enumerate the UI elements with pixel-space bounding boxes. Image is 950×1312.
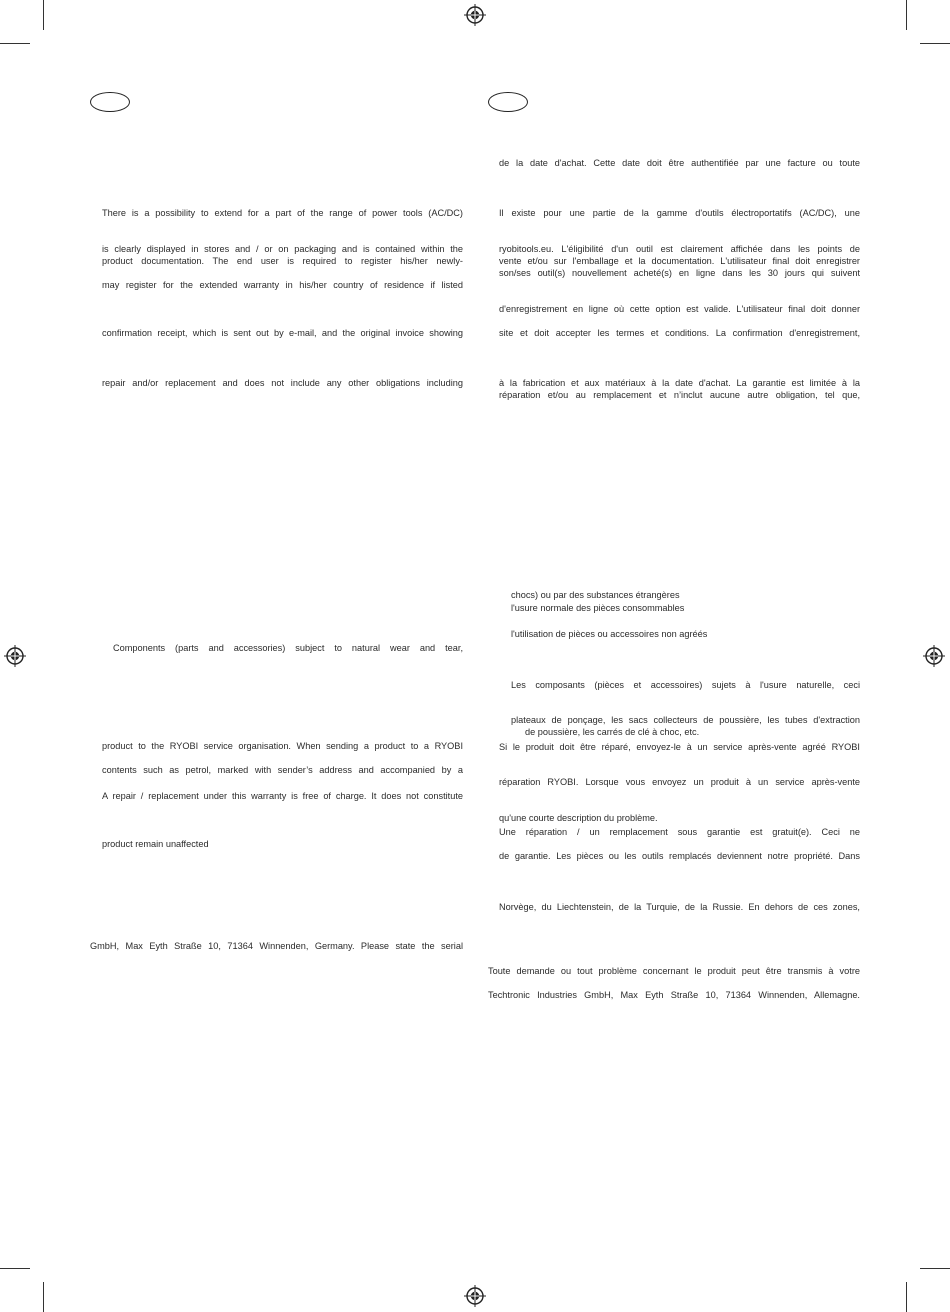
text-line: d'enregistrement en ligne où cette option est valide. L'utilisateur final doit donner: [499, 304, 860, 314]
registration-mark-icon: [923, 645, 945, 667]
crop-mark-bottom-right-vertical: [906, 1282, 907, 1312]
text-line: repair and/or replacement and does not include any other obligations including: [102, 378, 463, 388]
text-line: à la fabrication et aux matériaux à la date d'achat. La garantie est limitée à la: [499, 378, 860, 388]
text-line: Norvège, du Liechtenstein, de la Turquie, de la Russie. En dehors de ces zones,: [499, 902, 860, 912]
text-line: product remain unaffected: [102, 839, 209, 849]
text-line: Si le produit doit être réparé, envoyez-le à un service après-vente agréé RYOBI: [499, 742, 860, 752]
crop-mark-top-left-horizontal: [0, 43, 30, 44]
text-line: There is a possibility to extend for a part of the range of power tools (AC/DC): [102, 208, 463, 218]
text-line: product to the RYOBI service organisation. When sending a product to a RYOBI: [102, 741, 463, 751]
text-line: is clearly displayed in stores and / or on packaging and is contained within the: [102, 244, 463, 254]
crop-mark-top-right-horizontal: [920, 43, 950, 44]
text-line: de la date d'achat. Cette date doit être authentifiée par une facture ou toute: [499, 158, 860, 168]
text-line: confirmation receipt, which is sent out by e-mail, and the original invoice showing: [102, 328, 463, 338]
crop-mark-top-right-vertical: [906, 0, 907, 30]
text-line: GmbH, Max Eyth Straße 10, 71364 Winnenden, Germany. Please state the serial: [90, 941, 463, 951]
language-badge-french: [488, 92, 528, 112]
text-line: Les composants (pièces et accessoires) sujets à l'usure naturelle, ceci: [511, 680, 860, 690]
crop-mark-bottom-right-horizontal: [920, 1268, 950, 1269]
registration-mark-icon: [4, 645, 26, 667]
text-line: plateaux de ponçage, les sacs collecteurs de poussière, les tubes d'extraction: [511, 715, 860, 725]
registration-mark-icon: [464, 1285, 486, 1307]
text-line: qu'une courte description du problème.: [499, 813, 658, 823]
text-line: Components (parts and accessories) subject to natural wear and tear,: [113, 643, 463, 653]
text-line: Une réparation / un remplacement sous garantie est gratuit(e). Ceci ne: [499, 827, 860, 837]
text-line: de garantie. Les pièces ou les outils remplacés deviennent notre propriété. Dans: [499, 851, 860, 861]
text-line: chocs) ou par des substances étrangères: [511, 590, 680, 600]
text-line: site et doit accepter les termes et conditions. La confirmation d'enregistrement,: [499, 328, 860, 338]
text-line: Toute demande ou tout problème concernant le produit peut être transmis à votre: [488, 966, 860, 976]
text-line: Il existe pour une partie de la gamme d'outils électroportatifs (AC/DC), une: [499, 208, 860, 218]
text-line: contents such as petrol, marked with sender’s address and accompanied by a: [102, 765, 463, 775]
text-line: Techtronic Industries GmbH, Max Eyth Straße 10, 71364 Winnenden, Allemagne.: [488, 990, 860, 1000]
crop-mark-bottom-left-horizontal: [0, 1268, 30, 1269]
text-line: son/ses outil(s) nouvellement acheté(s) en ligne dans les 30 jours qui suivent: [499, 268, 860, 278]
text-line: l'usure normale des pièces consommables: [511, 603, 685, 613]
text-line: réparation et/ou au remplacement et n’inclut aucune autre obligation, tel que,: [499, 390, 860, 400]
text-line: vente et/ou sur l'emballage et la documentation. L'utilisateur final doit enregistrer: [499, 256, 860, 266]
language-badge-english: [90, 92, 130, 112]
text-line: product documentation. The end user is required to register his/her newly-: [102, 256, 463, 266]
text-line: may register for the extended warranty in his/her country of residence if listed: [102, 280, 463, 290]
text-line: ryobitools.eu. L'éligibilité d'un outil est clairement affichée dans les points de: [499, 244, 860, 254]
crop-mark-top-left-vertical: [43, 0, 44, 30]
text-line: de poussière, les carrés de clé à choc, etc.: [525, 727, 700, 737]
text-line: réparation RYOBI. Lorsque vous envoyez un produit à un service après-vente: [499, 777, 860, 787]
text-line: l'utilisation de pièces ou accessoires non agréés: [511, 629, 708, 639]
registration-mark-icon: [464, 4, 486, 26]
text-line: A repair / replacement under this warranty is free of charge. It does not constitute: [102, 791, 463, 801]
crop-mark-bottom-left-vertical: [43, 1282, 44, 1312]
